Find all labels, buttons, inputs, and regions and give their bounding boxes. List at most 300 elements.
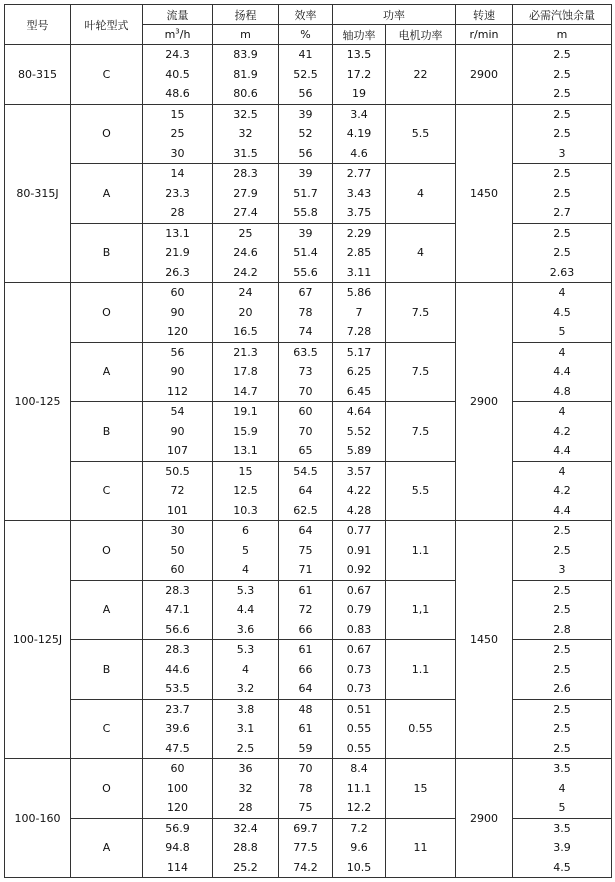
motor-power-cell: 4 bbox=[386, 164, 456, 224]
value: 0.73 bbox=[346, 682, 372, 695]
value: 25.2 bbox=[233, 860, 258, 874]
value: 5 bbox=[242, 543, 249, 557]
value: 28.8 bbox=[233, 841, 258, 854]
header-impeller: 叶轮型式 bbox=[71, 5, 143, 45]
flow-unit-sup: 3 bbox=[175, 27, 180, 36]
value: 21.3 bbox=[233, 345, 258, 359]
header-speed-unit: r/min bbox=[456, 25, 513, 45]
value: 26.3 bbox=[165, 265, 190, 279]
value: 90 bbox=[170, 365, 185, 378]
npsh-values bbox=[513, 104, 612, 164]
value: 19.1 bbox=[233, 405, 258, 418]
value: 30 bbox=[170, 524, 185, 537]
efficiency-values-stack bbox=[279, 462, 332, 521]
efficiency-values bbox=[279, 283, 333, 343]
value: 31.5 bbox=[233, 146, 258, 160]
value: 55.8 bbox=[293, 206, 318, 219]
value: 51.7 bbox=[293, 186, 318, 200]
flow-values bbox=[143, 283, 213, 343]
flow-unit-base: m bbox=[164, 28, 176, 41]
impeller-cell: A bbox=[71, 164, 143, 224]
value: 90 bbox=[170, 424, 185, 438]
flow-values-stack bbox=[143, 164, 212, 223]
value: 2.5 bbox=[553, 127, 571, 140]
head-values-stack bbox=[213, 462, 278, 521]
table-row bbox=[5, 580, 612, 640]
value: 2.77 bbox=[346, 167, 372, 180]
value: 6.25 bbox=[346, 365, 372, 378]
value: 3.75 bbox=[346, 206, 372, 219]
value: 19 bbox=[352, 87, 366, 100]
value: 120 bbox=[167, 801, 188, 814]
flow-values bbox=[143, 461, 213, 521]
npsh-values-stack bbox=[513, 640, 611, 699]
impeller-cell: C bbox=[71, 45, 143, 105]
value: 70 bbox=[298, 762, 313, 775]
shaft-power-values bbox=[333, 699, 386, 759]
flow-values-stack bbox=[143, 105, 212, 164]
shaft-power-values-stack bbox=[333, 521, 385, 580]
efficiency-values-stack bbox=[279, 402, 332, 461]
efficiency-values bbox=[279, 699, 333, 759]
value: 75 bbox=[298, 801, 313, 814]
value: 39 bbox=[298, 167, 313, 180]
value: 90 bbox=[170, 305, 185, 319]
value: 64 bbox=[298, 682, 313, 695]
flow-values-stack bbox=[143, 343, 212, 402]
npsh-values-stack bbox=[513, 164, 611, 223]
value: 25 bbox=[170, 127, 185, 140]
table-row bbox=[5, 104, 612, 164]
value: 4.8 bbox=[553, 384, 571, 398]
value: 4.64 bbox=[346, 405, 372, 418]
value: 7 bbox=[355, 305, 363, 319]
value: 4.4 bbox=[236, 603, 255, 616]
npsh-values-stack bbox=[513, 581, 611, 640]
npsh-values bbox=[513, 521, 612, 581]
value: 2.5 bbox=[553, 107, 571, 121]
npsh-values-stack bbox=[513, 224, 611, 283]
value: 4.19 bbox=[346, 127, 372, 140]
table-row bbox=[5, 402, 612, 462]
value: 0.67 bbox=[346, 643, 372, 656]
value: 2.5 bbox=[553, 226, 571, 240]
value: 56.9 bbox=[165, 821, 190, 835]
value: 75 bbox=[298, 543, 313, 557]
value: 13.1 bbox=[233, 444, 258, 457]
head-values-stack bbox=[213, 224, 278, 283]
model-cell: 100-125J bbox=[5, 521, 71, 759]
value: 107 bbox=[167, 444, 188, 457]
value: 4.22 bbox=[346, 484, 372, 497]
efficiency-values bbox=[279, 818, 333, 878]
npsh-values bbox=[513, 699, 612, 759]
efficiency-values-stack bbox=[279, 164, 332, 223]
speed-cell: 1450 bbox=[456, 521, 513, 759]
value: 48.6 bbox=[165, 87, 190, 100]
motor-power-cell: 7.5 bbox=[386, 283, 456, 343]
motor-power-cell: 22 bbox=[386, 45, 456, 105]
npsh-values-stack bbox=[513, 462, 611, 521]
pump-performance-table bbox=[4, 4, 612, 878]
impeller-cell: A bbox=[71, 818, 143, 878]
value: 2.5 bbox=[553, 67, 571, 81]
header-efficiency: 效率 bbox=[279, 5, 333, 25]
impeller-cell: C bbox=[71, 699, 143, 759]
value: 5.52 bbox=[346, 424, 372, 438]
value: 67 bbox=[298, 286, 313, 299]
value: 74.2 bbox=[293, 860, 318, 874]
value: 61 bbox=[298, 722, 313, 735]
flow-values-stack bbox=[143, 462, 212, 521]
shaft-power-values-stack bbox=[333, 224, 385, 283]
shaft-power-values bbox=[333, 164, 386, 224]
value: 0.92 bbox=[346, 563, 372, 576]
value: 0.55 bbox=[346, 722, 372, 735]
header-head: 扬程 bbox=[213, 5, 279, 25]
head-values-stack bbox=[213, 819, 278, 878]
value: 51.4 bbox=[293, 246, 318, 259]
model-cell: 80-315J bbox=[5, 104, 71, 283]
value: 14.7 bbox=[233, 384, 258, 398]
value: 40.5 bbox=[165, 67, 190, 81]
value: 60 bbox=[170, 563, 185, 576]
value: 78 bbox=[298, 305, 313, 319]
table-row bbox=[5, 640, 612, 700]
flow-values bbox=[143, 580, 213, 640]
flow-values-stack bbox=[143, 700, 212, 759]
value: 2.5 bbox=[553, 643, 571, 656]
value: 24.3 bbox=[165, 48, 190, 61]
value: 2.8 bbox=[553, 622, 571, 636]
impeller-cell: O bbox=[71, 283, 143, 343]
value: 50 bbox=[170, 543, 185, 557]
table-row bbox=[5, 283, 612, 343]
npsh-values-stack bbox=[513, 45, 611, 104]
value: 60 bbox=[170, 762, 185, 775]
table-row bbox=[5, 164, 612, 224]
shaft-power-values-stack bbox=[333, 700, 385, 759]
speed-cell: 1450 bbox=[456, 104, 513, 283]
header-flow: 流量 bbox=[143, 5, 213, 25]
value: 50.5 bbox=[165, 464, 190, 478]
value: 39.6 bbox=[165, 722, 190, 735]
value: 3.2 bbox=[236, 682, 255, 695]
header-npsh-unit: m bbox=[513, 25, 612, 45]
value: 4.28 bbox=[346, 503, 372, 517]
motor-power-cell: 5.5 bbox=[386, 461, 456, 521]
impeller-cell: O bbox=[71, 759, 143, 819]
value: 24 bbox=[238, 286, 253, 299]
value: 94.8 bbox=[165, 841, 190, 854]
value: 4 bbox=[242, 662, 249, 676]
value: 4.2 bbox=[553, 484, 571, 497]
value: 27.9 bbox=[233, 186, 258, 200]
value: 56 bbox=[298, 87, 313, 100]
value: 27.4 bbox=[233, 206, 258, 219]
head-values-stack bbox=[213, 164, 278, 223]
value: 21.9 bbox=[165, 246, 190, 259]
value: 120 bbox=[167, 325, 188, 338]
shaft-power-values bbox=[333, 521, 386, 581]
value: 53.5 bbox=[165, 682, 190, 695]
value: 12.2 bbox=[346, 801, 372, 814]
impeller-cell: B bbox=[71, 223, 143, 283]
value: 28.3 bbox=[233, 167, 258, 180]
speed-cell: 2900 bbox=[456, 283, 513, 521]
value: 2.5 bbox=[553, 702, 571, 716]
value: 6 bbox=[242, 524, 249, 537]
npsh-values-stack bbox=[513, 521, 611, 580]
value: 32.5 bbox=[233, 107, 258, 121]
flow-values-stack bbox=[143, 581, 212, 640]
value: 2.6 bbox=[553, 682, 571, 695]
value: 4.6 bbox=[350, 146, 368, 160]
shaft-power-values bbox=[333, 461, 386, 521]
value: 4.5 bbox=[553, 860, 571, 874]
npsh-values-stack bbox=[513, 283, 611, 342]
value: 5 bbox=[558, 325, 566, 338]
flow-values bbox=[143, 759, 213, 819]
value: 52.5 bbox=[293, 67, 318, 81]
motor-power-cell: 1.1 bbox=[386, 640, 456, 700]
npsh-values-stack bbox=[513, 819, 611, 878]
value: 17.2 bbox=[346, 67, 372, 81]
value: 77.5 bbox=[293, 841, 318, 854]
head-values bbox=[213, 461, 279, 521]
value: 60 bbox=[298, 405, 313, 418]
value: 48 bbox=[298, 702, 313, 716]
value: 65 bbox=[298, 444, 313, 457]
npsh-values bbox=[513, 164, 612, 224]
efficiency-values-stack bbox=[279, 521, 332, 580]
efficiency-values-stack bbox=[279, 700, 332, 759]
value: 15 bbox=[238, 464, 253, 478]
value: 2.5 bbox=[553, 524, 571, 537]
value: 3 bbox=[558, 563, 566, 576]
npsh-values bbox=[513, 45, 612, 105]
value: 64 bbox=[298, 484, 313, 497]
value: 5.17 bbox=[346, 345, 372, 359]
value: 2.5 bbox=[553, 167, 571, 180]
value: 23.7 bbox=[165, 702, 190, 716]
npsh-values-stack bbox=[513, 343, 611, 402]
value: 70 bbox=[298, 384, 313, 398]
header-npsh: 必需汽蚀余量 bbox=[513, 5, 612, 25]
value: 0.67 bbox=[346, 583, 372, 597]
impeller-cell: O bbox=[71, 521, 143, 581]
value: 4.2 bbox=[553, 424, 571, 438]
value: 63.5 bbox=[293, 345, 318, 359]
value: 15.9 bbox=[233, 424, 258, 438]
value: 4 bbox=[558, 464, 566, 478]
value: 3.5 bbox=[553, 821, 571, 835]
efficiency-values bbox=[279, 640, 333, 700]
efficiency-values bbox=[279, 45, 333, 105]
flow-unit-tail: /h bbox=[179, 28, 191, 41]
value: 56 bbox=[170, 345, 185, 359]
shaft-power-values bbox=[333, 342, 386, 402]
efficiency-values-stack bbox=[279, 640, 332, 699]
value: 16.5 bbox=[233, 325, 258, 338]
value: 3.11 bbox=[346, 265, 372, 279]
value: 2.5 bbox=[553, 722, 571, 735]
value: 3 bbox=[558, 146, 566, 160]
value: 2.85 bbox=[346, 246, 372, 259]
value: 12.5 bbox=[233, 484, 258, 497]
value: 13.1 bbox=[165, 226, 190, 240]
value: 56 bbox=[298, 146, 313, 160]
shaft-power-values bbox=[333, 283, 386, 343]
head-values bbox=[213, 818, 279, 878]
speed-cell: 2900 bbox=[456, 45, 513, 105]
shaft-power-values-stack bbox=[333, 283, 385, 342]
shaft-power-values bbox=[333, 640, 386, 700]
value: 0.55 bbox=[346, 741, 372, 755]
head-values-stack bbox=[213, 581, 278, 640]
value: 32.4 bbox=[233, 821, 258, 835]
head-values bbox=[213, 402, 279, 462]
value: 47.1 bbox=[165, 603, 190, 616]
shaft-power-values-stack bbox=[333, 402, 385, 461]
npsh-values bbox=[513, 818, 612, 878]
value: 2.5 bbox=[236, 741, 255, 755]
efficiency-values bbox=[279, 223, 333, 283]
table-row bbox=[5, 699, 612, 759]
value: 69.7 bbox=[293, 821, 318, 835]
npsh-values bbox=[513, 461, 612, 521]
value: 8.4 bbox=[350, 762, 368, 775]
value: 36 bbox=[238, 762, 253, 775]
value: 0.77 bbox=[346, 524, 372, 537]
value: 7.28 bbox=[346, 325, 372, 338]
efficiency-values bbox=[279, 580, 333, 640]
speed-cell: 2900 bbox=[456, 759, 513, 878]
value: 10.5 bbox=[346, 860, 372, 874]
head-values-stack bbox=[213, 45, 278, 104]
shaft-power-values bbox=[333, 759, 386, 819]
model-cell: 100-125 bbox=[5, 283, 71, 521]
value: 83.9 bbox=[233, 48, 258, 61]
efficiency-values-stack bbox=[279, 819, 332, 878]
value: 44.6 bbox=[165, 662, 190, 676]
efficiency-values bbox=[279, 342, 333, 402]
value: 0.83 bbox=[346, 622, 372, 636]
value: 2.5 bbox=[553, 186, 571, 200]
efficiency-values-stack bbox=[279, 283, 332, 342]
flow-values bbox=[143, 104, 213, 164]
flow-values bbox=[143, 640, 213, 700]
motor-power-cell: 1,1 bbox=[386, 580, 456, 640]
value: 59 bbox=[298, 741, 313, 755]
value: 4 bbox=[558, 345, 566, 359]
value: 3.1 bbox=[236, 722, 255, 735]
flow-values bbox=[143, 45, 213, 105]
table-row bbox=[5, 223, 612, 283]
shaft-power-values-stack bbox=[333, 819, 385, 878]
value: 4.4 bbox=[553, 365, 571, 378]
value: 61 bbox=[298, 583, 313, 597]
value: 78 bbox=[298, 781, 313, 795]
value: 3.4 bbox=[350, 107, 368, 121]
motor-power-cell: 7.5 bbox=[386, 342, 456, 402]
value: 100 bbox=[167, 781, 188, 795]
flow-values-stack bbox=[143, 640, 212, 699]
value: 56.6 bbox=[165, 622, 190, 636]
value: 5.3 bbox=[236, 583, 255, 597]
header-shaft-power: 轴功率 bbox=[333, 25, 386, 45]
value: 3.6 bbox=[236, 622, 255, 636]
shaft-power-values-stack bbox=[333, 581, 385, 640]
value: 28 bbox=[170, 206, 185, 219]
flow-values bbox=[143, 342, 213, 402]
shaft-power-values-stack bbox=[333, 343, 385, 402]
npsh-values bbox=[513, 640, 612, 700]
flow-values-stack bbox=[143, 521, 212, 580]
efficiency-values bbox=[279, 759, 333, 819]
header-head-unit: m bbox=[213, 25, 279, 45]
flow-values-stack bbox=[143, 402, 212, 461]
value: 0.91 bbox=[346, 543, 372, 557]
header-power: 功率 bbox=[333, 5, 456, 25]
head-values bbox=[213, 699, 279, 759]
value: 4 bbox=[558, 405, 566, 418]
flow-values-stack bbox=[143, 283, 212, 342]
impeller-cell: B bbox=[71, 402, 143, 462]
efficiency-values bbox=[279, 104, 333, 164]
header-model: 型号 bbox=[5, 5, 71, 45]
value: 72 bbox=[170, 484, 185, 497]
header-efficiency-unit: % bbox=[279, 25, 333, 45]
model-cell: 80-315 bbox=[5, 45, 71, 105]
shaft-power-values-stack bbox=[333, 462, 385, 521]
head-values-stack bbox=[213, 759, 278, 818]
value: 60 bbox=[170, 286, 185, 299]
value: 24.2 bbox=[233, 265, 258, 279]
value: 4.5 bbox=[553, 305, 571, 319]
flow-values-stack bbox=[143, 224, 212, 283]
flow-values bbox=[143, 699, 213, 759]
head-values bbox=[213, 104, 279, 164]
value: 5.89 bbox=[346, 444, 372, 457]
value: 2.5 bbox=[553, 246, 571, 259]
efficiency-values bbox=[279, 402, 333, 462]
value: 39 bbox=[298, 107, 313, 121]
value: 13.5 bbox=[346, 48, 372, 61]
head-values bbox=[213, 45, 279, 105]
value: 32 bbox=[238, 781, 253, 795]
value: 0.73 bbox=[346, 662, 372, 676]
value: 4.4 bbox=[553, 444, 571, 457]
table-row bbox=[5, 818, 612, 878]
efficiency-values-stack bbox=[279, 224, 332, 283]
flow-values bbox=[143, 402, 213, 462]
npsh-values bbox=[513, 342, 612, 402]
value: 39 bbox=[298, 226, 313, 240]
value: 2.7 bbox=[553, 206, 571, 219]
efficiency-values-stack bbox=[279, 45, 332, 104]
shaft-power-values bbox=[333, 580, 386, 640]
shaft-power-values bbox=[333, 223, 386, 283]
flow-values bbox=[143, 521, 213, 581]
value: 66 bbox=[298, 622, 313, 636]
impeller-cell: C bbox=[71, 461, 143, 521]
value: 2.5 bbox=[553, 87, 571, 100]
value: 3.8 bbox=[236, 702, 255, 716]
value: 6.45 bbox=[346, 384, 372, 398]
value: 61 bbox=[298, 643, 313, 656]
value: 7.2 bbox=[350, 821, 368, 835]
